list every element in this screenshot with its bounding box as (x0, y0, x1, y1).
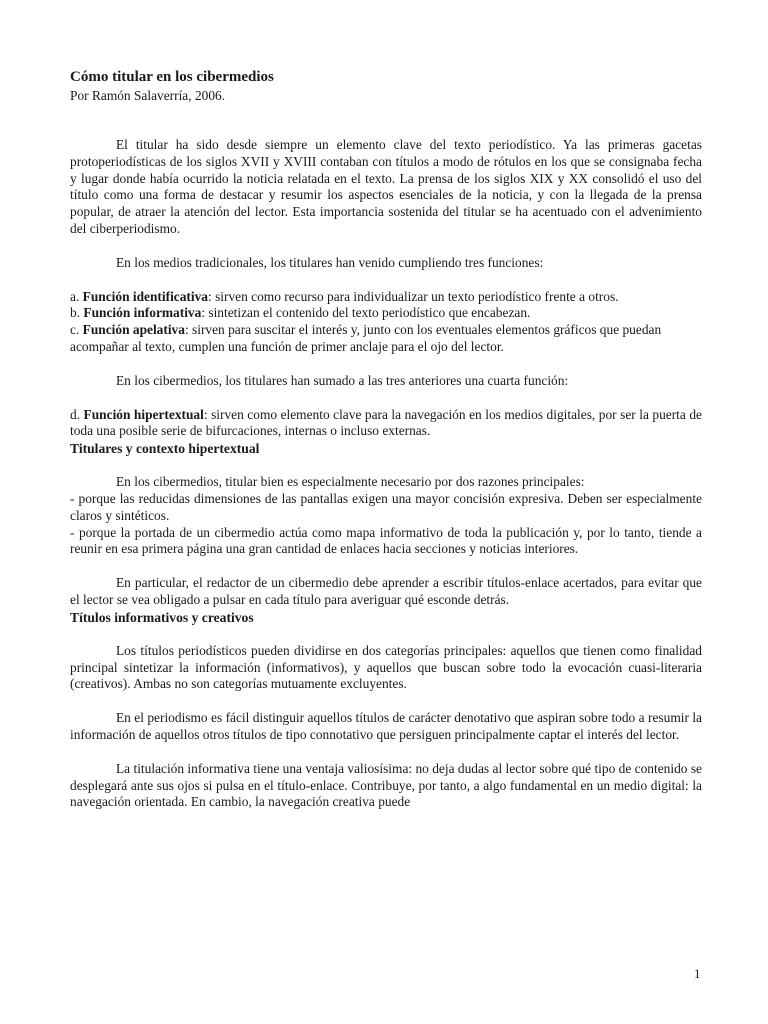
intro-paragraph-2: En los medios tradicionales, los titulares han venido cumpliendo tres funciones: (116, 254, 544, 270)
section1-bullet-1: - porque las reducidas dimensiones de las pantallas exigen una mayor concisión expresiva. Deben ser especialmente claros y sintéticos. (70, 490, 702, 523)
intro-paragraph-3: En los cibermedios, los titulares han sumado a las tres anteriores una cuarta función: (116, 372, 569, 388)
section2-paragraph-2: En el periodismo es fácil distinguir aquellos títulos de carácter denotativo que aspiran sobre todo a resumir la información de aquellos otros títulos de tipo connotativo que persiguen principalmente captar el interés del lector. (70, 710, 702, 742)
functions-list (70, 289, 702, 356)
function-prefix: a. (70, 288, 83, 304)
page-number: 1 (694, 966, 701, 981)
function-text: : sintetizan el contenido del texto periodístico que encabezan. (201, 305, 531, 321)
function-term: Función hipertextual (83, 406, 204, 422)
function-item-b (70, 305, 702, 322)
intro-paragraph-1: El titular ha sido desde siempre un elemento clave del texto periodístico. Ya las primeras gacetas protoperiodísticas de los siglos XVII y XVIII contaban con títulos a modo de rótulos en los que se consignaba fecha y lugar donde había ocurrido la noticia relatada en el texto. La prensa de los siglos XIX y XX consolidó el uso del título como una forma de destacar y resumir los aspectos esenciales de la noticia, y con la llegada de la prensa popular, de atraer la atención del lector. Esta importancia sostenida del titular se ha acentuado con el advenimiento del ciberperiodismo. (70, 137, 702, 236)
function-text: : sirven como recurso para individualizar un texto periodístico frente a otros. (208, 288, 619, 304)
section1-bullet-2: - porque la portada de un cibermedio actúa como mapa informativo de toda la publicación y, por lo tanto, tiende a reunir en esa primera página una gran cantidad de enlaces hacia secciones y noticias interiores. (70, 524, 702, 557)
function-prefix: b. (70, 305, 84, 321)
function-term: Función identificativa (82, 288, 208, 304)
document-title: Cómo titular en los cibermedios (70, 69, 274, 85)
section1-paragraph-1: En los cibermedios, titular bien es especialmente necesario por dos razones principales: (116, 474, 585, 490)
function-term: Función apelativa (82, 322, 185, 338)
section1-paragraph-2: En particular, el redactor de un cibermedio debe aprender a escribir títulos-enlace acertados, para evitar que el lector se vea obligado a pulsar en cada título para averiguar qué esconde detrás. (70, 575, 702, 607)
section2-paragraph-3: La titulación informativa tiene una ventaja valiosísima: no deja dudas al lector sobre qué tipo de contenido se desplegará ante sus ojos si pulsa en el título-enlace. Contribuye, por tanto, a algo fundamental en un medio digital: la navegación orientada. En cambio, la navegación creativa puede (70, 760, 702, 810)
function-item-a (70, 289, 702, 306)
function-item-d (70, 407, 702, 441)
function-item-c (70, 322, 702, 356)
document-page (70, 68, 702, 811)
section2-paragraph-1: Los títulos periodísticos pueden dividirse en dos categorías principales: aquellos que tienen como finalidad principal sintetizar la información (informativos), y aquellos que buscan sobre todo la evocación cuasi-literaria (creativos). Ambas no son categorías mutuamente excluyentes. (70, 642, 702, 692)
function-text: : sirven para suscitar el interés y, junto con los eventuales elementos gráficos que puedan acompañar al texto, cumplen una función de primer anclaje para el ojo del lector. (70, 322, 662, 354)
function-term: Función informativa (83, 305, 202, 321)
function-prefix: c. (70, 322, 83, 338)
function-text: : sirven como elemento clave para la navegación en los medios digitales, por ser la puerta de toda una posible serie de bifurcaciones, internas o incluso externas. (70, 406, 702, 439)
section-heading-informativos: Títulos informativos y creativos (70, 609, 254, 625)
byline: Por Ramón Salaverría, 2006. (70, 88, 226, 103)
function-prefix: d. (70, 406, 84, 422)
section-heading-hipertextual: Titulares y contexto hipertextual (70, 441, 260, 457)
